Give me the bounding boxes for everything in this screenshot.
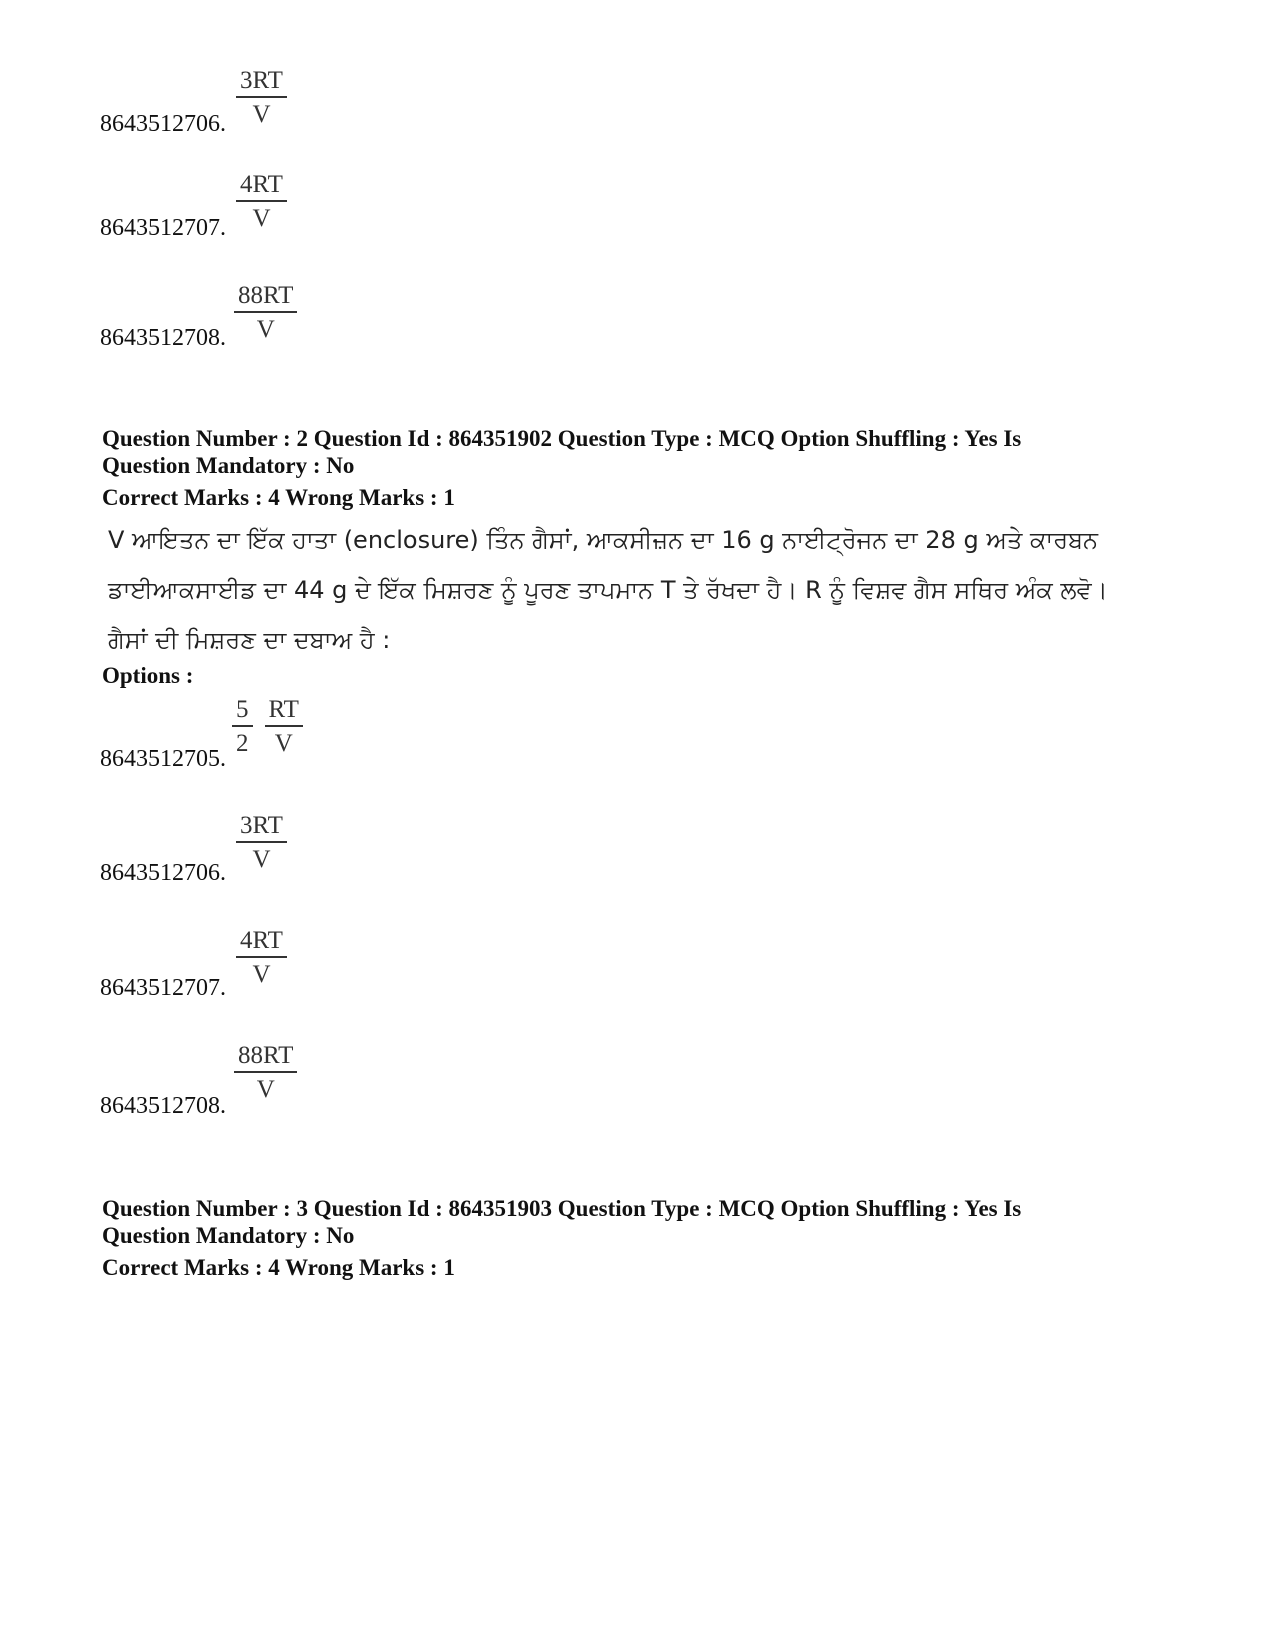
fraction-numerator: 3RT (236, 68, 287, 98)
question-header-line: Question Mandatory : No (102, 1223, 355, 1248)
coefficient-fraction (232, 697, 253, 757)
fraction-denominator: V (256, 1076, 275, 1103)
fraction-numerator: RT (265, 697, 303, 727)
question-header-line: Question Mandatory : No (102, 453, 355, 478)
fraction-numerator: 5 (232, 697, 253, 727)
question-header (102, 1195, 1182, 1249)
question-header (102, 425, 1182, 479)
fraction-denominator: V (252, 205, 271, 232)
fraction-denominator: V (256, 316, 275, 343)
option-id: 8643512707. (100, 975, 226, 1001)
option-fraction (236, 172, 287, 232)
fraction-denominator: V (252, 101, 271, 128)
main-fraction (265, 697, 303, 757)
question-text-line: ਗੈਸਾਂ ਦੀ ਮਿਸ਼ਰਣ ਦਾ ਦਬਾਅ ਹੈ : (108, 626, 391, 654)
question-text (108, 515, 1198, 665)
fraction-numerator: 3RT (236, 813, 287, 843)
question-text-line: V ਆਇਤਨ ਦਾ ਇੱਕ ਹਾਤਾ (enclosure) ਤਿੰਨ ਗੈਸਾਂ, ਆਕਸੀਜ਼ਨ ਦਾ 16 g ਨਾਈਟ੍ਰੋਜਨ ਦਾ 28 g ਅਤੇ ਕਾਰਬਨ (108, 526, 1099, 554)
question-marks: Correct Marks : 4 Wrong Marks : 1 (102, 1255, 455, 1280)
option-fraction (236, 813, 287, 873)
options-label: Options : (102, 663, 194, 688)
fraction-numerator: 88RT (234, 283, 297, 313)
fraction-numerator: 88RT (234, 1043, 297, 1073)
option-fraction (236, 928, 287, 988)
option-fraction (234, 283, 297, 343)
option-fraction (234, 1043, 297, 1103)
question-header-line: Question Number : 2 Question Id : 864351902 Question Type : MCQ Option Shuffling : Yes Is (102, 426, 1022, 451)
fraction-denominator: V (252, 961, 271, 988)
option-fraction (232, 697, 303, 757)
option-id: 8643512708. (100, 325, 226, 351)
fraction-numerator: 4RT (236, 928, 287, 958)
option-fraction (236, 68, 287, 128)
option-id: 8643512707. (100, 215, 226, 241)
fraction-numerator: 4RT (236, 172, 287, 202)
option-id: 8643512706. (100, 860, 226, 886)
fraction-denominator: 2 (236, 730, 249, 757)
option-id: 8643512705. (100, 746, 226, 772)
question-text-line: ਡਾਈਆਕਸਾਈਡ ਦਾ 44 g ਦੇ ਇੱਕ ਮਿਸ਼ਰਣ ਨੂੰ ਪੂਰਣ ਤਾਪਮਾਨ T ਤੇ ਰੱਖਦਾ ਹੈ। R ਨੂੰ ਵਿਸ਼ਵ ਗੈਸ ਸਥਿਰ ਅੰਕ ਲਵੋ। (108, 576, 1108, 604)
question-marks: Correct Marks : 4 Wrong Marks : 1 (102, 485, 455, 510)
fraction-denominator: V (252, 846, 271, 873)
question-header-line: Question Number : 3 Question Id : 864351903 Question Type : MCQ Option Shuffling : Yes Is (102, 1196, 1022, 1221)
option-id: 8643512706. (100, 111, 226, 137)
fraction-denominator: V (274, 730, 293, 757)
option-id: 8643512708. (100, 1093, 226, 1119)
